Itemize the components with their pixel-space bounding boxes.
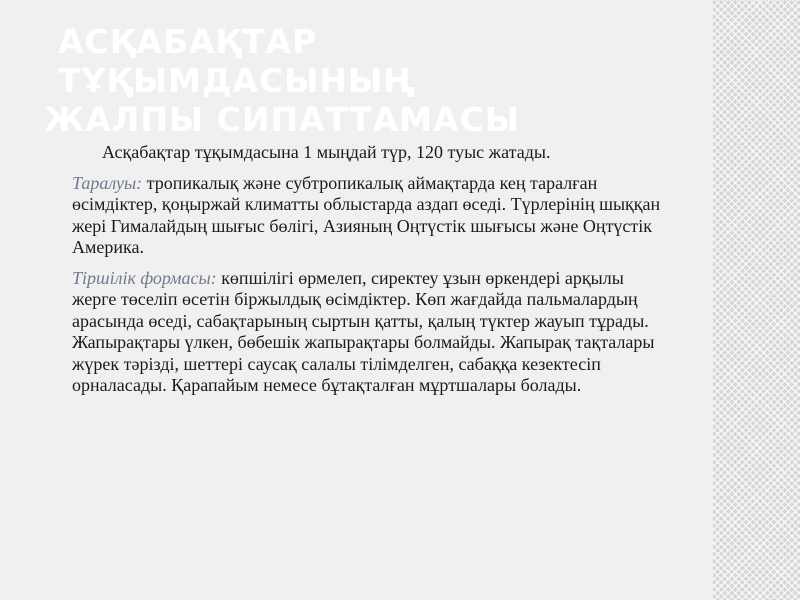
decorative-side-band [713,0,800,600]
lifeform-label: Тіршілік формасы: [72,267,217,288]
lifeform-paragraph [72,268,662,397]
distribution-paragraph [72,173,662,259]
distribution-label: Таралуы: [72,172,143,193]
slide-title [44,22,684,139]
slide-body [72,142,662,406]
lifeform-text: көпшілігі өрмелеп, сиректеу ұзын өркендері арқылы жерге төселіп өсетін біржылдық өсімдіктер. Көп жағдайда пальмалардың арасында өседі, сабақтарының сыртын қатты, қалың түктер жауып тұрады. Жапырақтары үлкен, бөбешік жапырақтары болмайды. Жапырақ тақталары жүрек тәрізді, шеттері саусақ салалы тілімделген, сабаққа кезектесіп орналасады. Қарапайым немесе бұтақталған мұртшалары болады. [72,267,655,395]
distribution-text: тропикалық және субтропикалық аймақтарда кең таралған өсімдіктер, қоңыржай климатты облыстарда аздап өседі. Түрлерінің шыққан жері Гималайдың шығыс бөлігі, Азияның Оңтүстік шығысы және Оңтүстік Америка. [72,172,661,257]
intro-paragraph: Асқабақтар тұқымдасына 1 мыңдай түр, 120 туыс жатады. [102,142,551,162]
title-line-1: АСҚАБАҚТАР ТҰҚЫМДАСЫНЫҢ [58,22,416,100]
title-line-2: ЖАЛПЫ СИПАТТАМАСЫ [44,100,520,139]
